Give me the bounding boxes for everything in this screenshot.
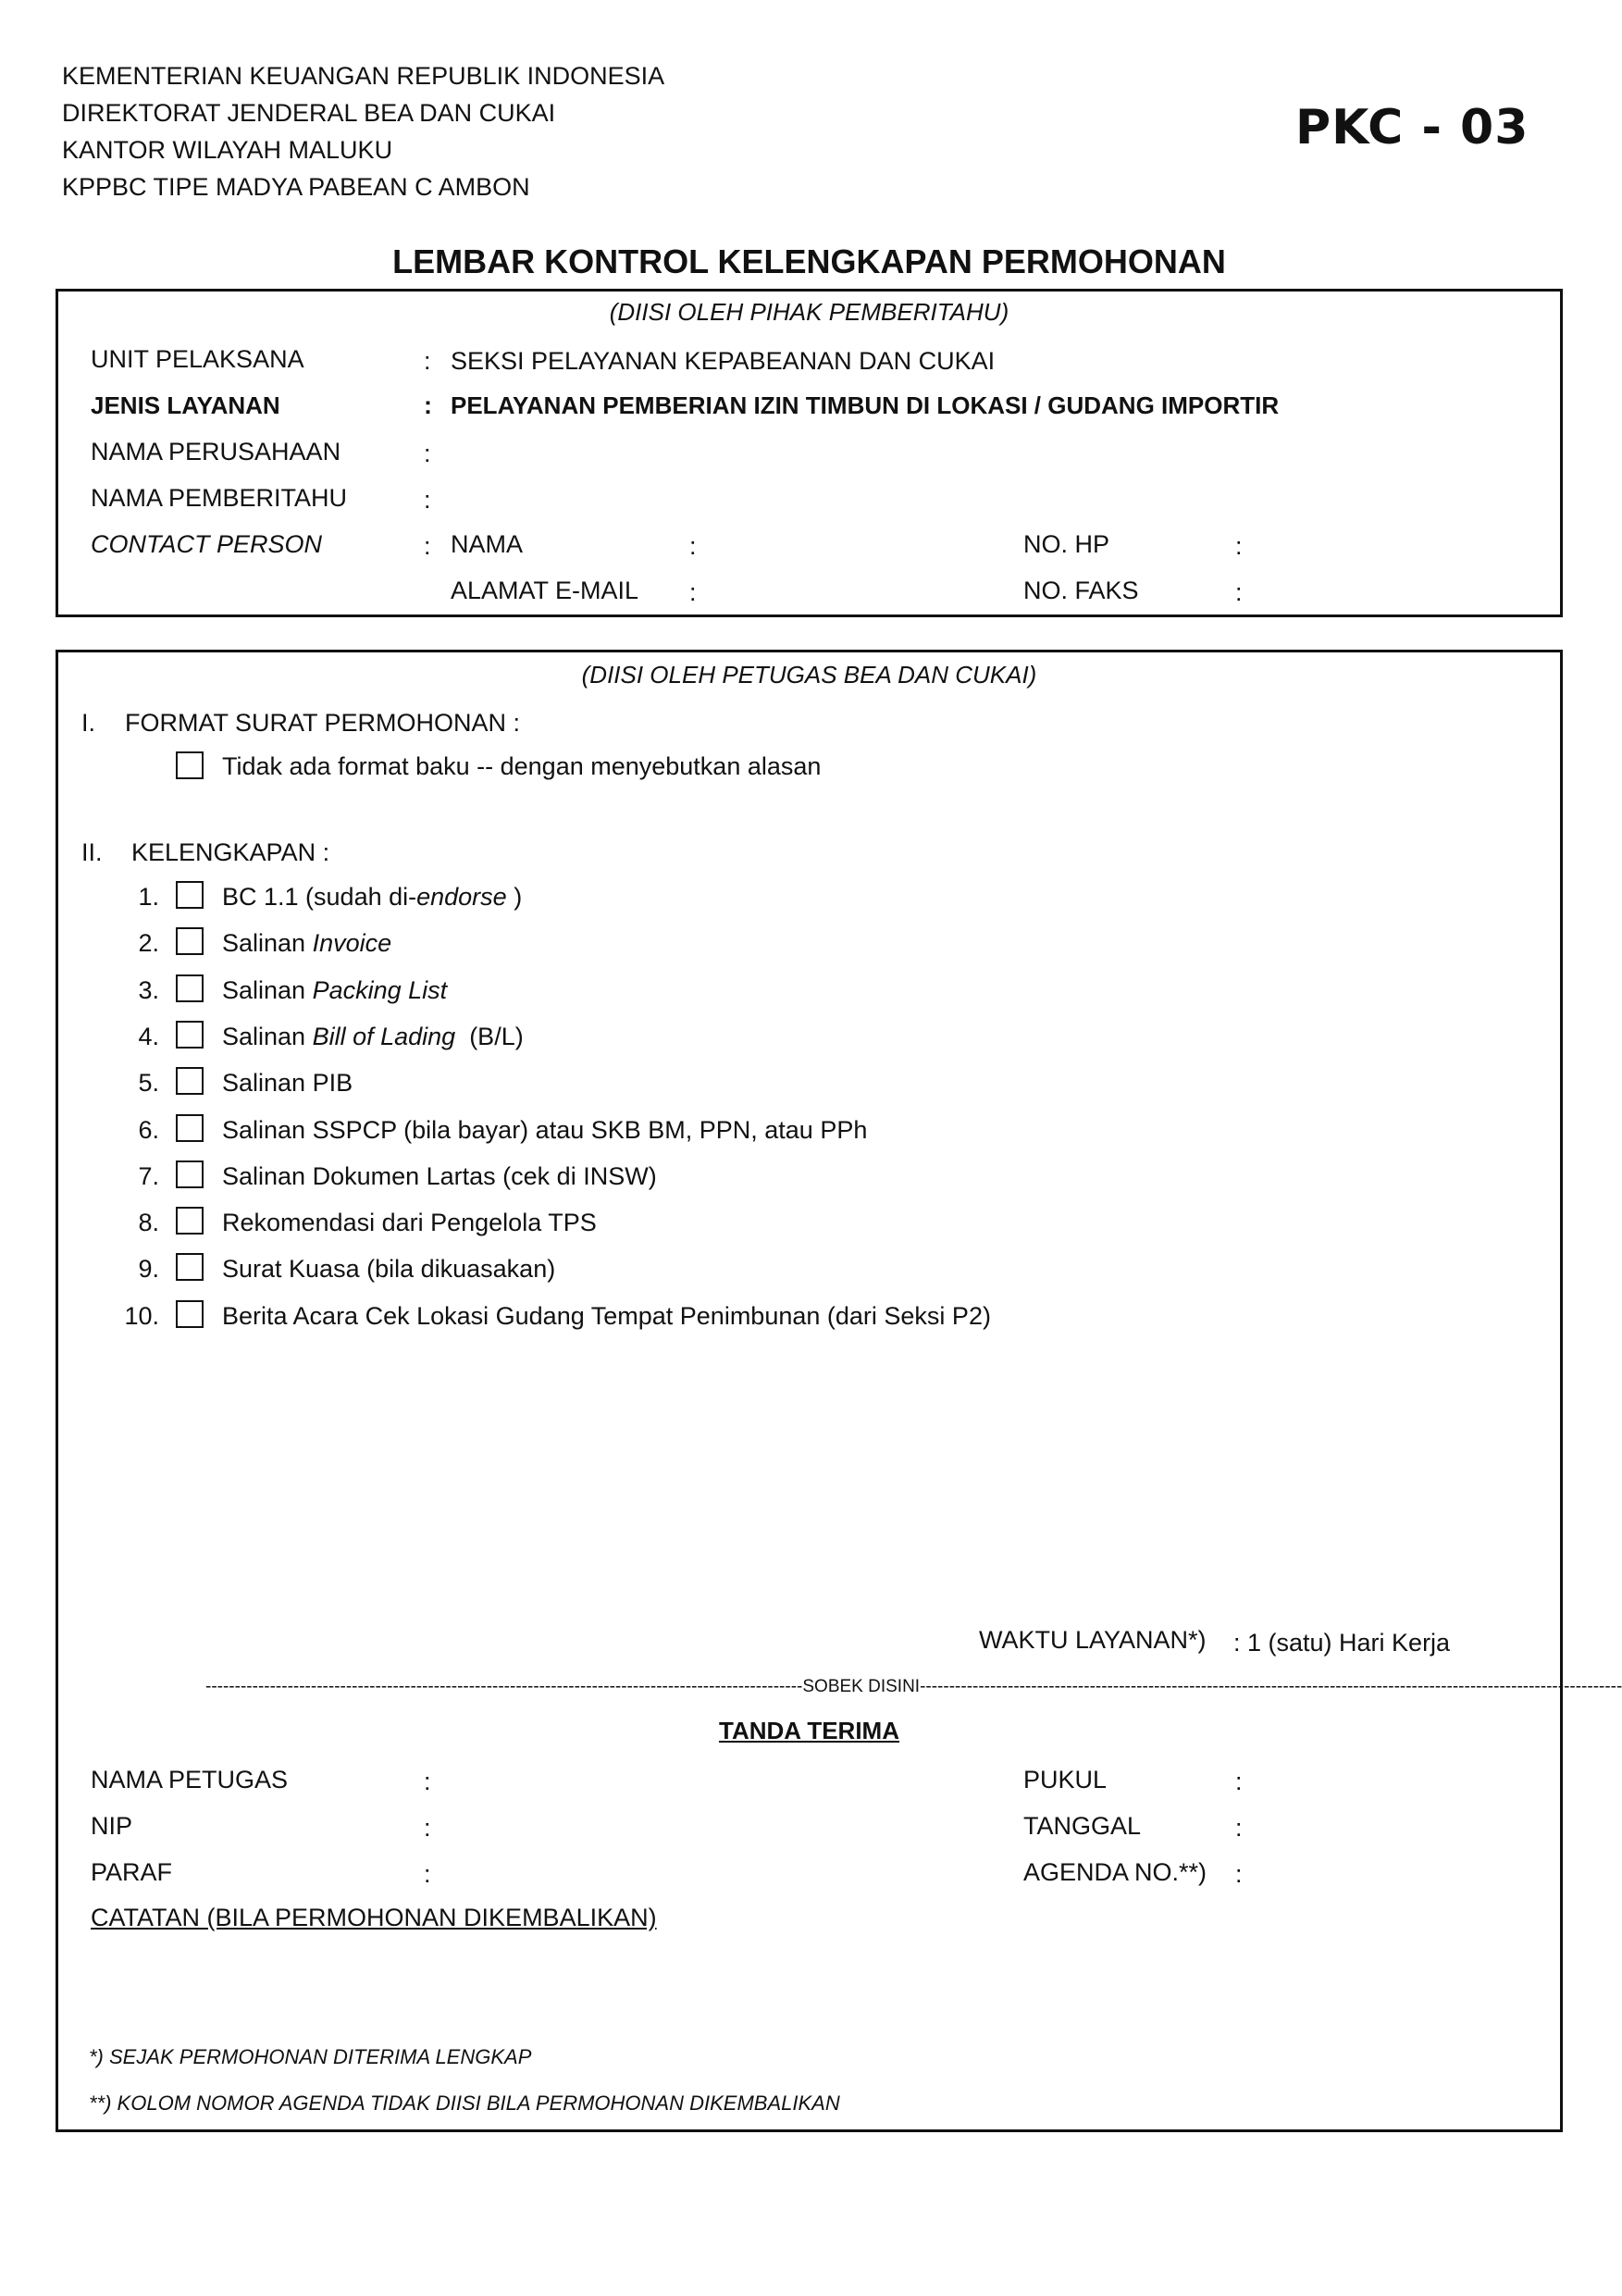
format-option-label: Tidak ada format baku -- dengan menyebutkan alasan	[222, 752, 822, 780]
colon: :	[689, 532, 697, 560]
pukul-label: PUKUL	[1023, 1766, 1108, 1793]
colon: :	[1235, 1768, 1243, 1795]
jenis-label: JENIS LAYANAN	[91, 391, 280, 419]
checklist-item-label	[222, 929, 391, 958]
checklist-item-label	[222, 1255, 555, 1284]
colon: :	[1235, 578, 1243, 606]
checklist-item-checkbox[interactable]	[176, 974, 204, 1002]
checklist-item-text: Salinan	[222, 976, 313, 1004]
checklist-item-number: 4.	[138, 1023, 159, 1050]
part1-title: FORMAT SURAT PERMOHONAN :	[125, 709, 521, 737]
checklist-item-checkbox[interactable]	[176, 881, 204, 909]
checklist-item-checkbox[interactable]	[176, 1300, 204, 1328]
checklist-item-label	[222, 1302, 991, 1331]
checklist-item-number: 10.	[124, 1302, 159, 1330]
waktu-label: WAKTU LAYANAN*)	[979, 1626, 1207, 1654]
email-label: ALAMAT E-MAIL	[451, 577, 639, 604]
tanggal-label: TANGGAL	[1023, 1812, 1142, 1840]
agency-line-4: KPPBC TIPE MADYA PABEAN C AMBON	[62, 173, 530, 201]
colon: :	[424, 440, 431, 467]
checklist-item-checkbox[interactable]	[176, 1207, 204, 1235]
checklist-item-suffix: )	[506, 883, 523, 911]
part2-title: KELENGKAPAN :	[131, 838, 330, 866]
checklist-item-italic-text: Packing List	[312, 976, 448, 1004]
colon: :	[424, 1814, 431, 1842]
tear-dashes-right: ------------------------------------------------------------------------------------------------------------------------	[920, 1677, 1622, 1696]
footnote-1: *) SEJAK PERMOHONAN DITERIMA LENGKAP	[89, 2045, 532, 2068]
checklist-item-number: 3.	[138, 976, 159, 1004]
officer-section-subtitle: (DIISI OLEH PETUGAS BEA DAN CUKAI)	[581, 661, 1037, 689]
checklist-item-label	[222, 1162, 657, 1191]
checklist-item-number: 7.	[138, 1162, 159, 1190]
contact-label: CONTACT PERSON	[91, 530, 323, 558]
jenis-value: PELAYANAN PEMBERIAN IZIN TIMBUN DI LOKASI / GUDANG IMPORTIR	[451, 391, 1280, 419]
petugas-label: NAMA PETUGAS	[91, 1766, 289, 1793]
checklist-item-text: Salinan	[222, 929, 313, 957]
checklist-item-text: Salinan SSPCP (bila bayar) atau SKB BM, PPN, atau PPh	[222, 1116, 868, 1144]
checklist-item-text: Salinan Dokumen Lartas (cek di INSW)	[222, 1162, 657, 1190]
colon: :	[424, 532, 431, 560]
tear-dashes-left: ------------------------------------------------------------------------------------------------------	[205, 1677, 803, 1696]
checklist-item-checkbox[interactable]	[176, 1114, 204, 1142]
checklist-item-checkbox[interactable]	[176, 1253, 204, 1281]
checklist-item-text: Salinan PIB	[222, 1069, 353, 1097]
checklist-item-number: 2.	[138, 929, 159, 957]
colon: :	[1235, 1814, 1243, 1842]
checklist-item-text: Berita Acara Cek Lokasi Gudang Tempat Penimbunan (dari Seksi P2)	[222, 1302, 991, 1330]
colon: :	[689, 578, 697, 606]
nama-label: NAMA	[451, 530, 524, 558]
checklist-item-checkbox[interactable]	[176, 1160, 204, 1188]
faks-label: NO. FAKS	[1023, 577, 1139, 604]
checklist-item-number: 8.	[138, 1209, 159, 1236]
agency-line-1: KEMENTERIAN KEUANGAN REPUBLIK INDONESIA	[62, 62, 665, 90]
page-title: LEMBAR KONTROL KELENGKAPAN PERMOHONAN	[392, 242, 1226, 280]
checklist-item-checkbox[interactable]	[176, 1021, 204, 1049]
checklist-item-label	[222, 1023, 524, 1051]
colon: :	[424, 391, 432, 419]
paraf-label: PARAF	[91, 1858, 173, 1886]
waktu-value: : 1 (satu) Hari Kerja	[1233, 1629, 1451, 1657]
checklist-item-italic-text: Bill of Lading	[312, 1023, 456, 1050]
colon: :	[1235, 1860, 1243, 1888]
checklist-item-italic-text: Invoice	[312, 929, 392, 957]
checklist-item-checkbox[interactable]	[176, 927, 204, 955]
form-code: PKC - 03	[1295, 100, 1529, 155]
colon: :	[424, 1768, 431, 1795]
checklist-item-checkbox[interactable]	[176, 1067, 204, 1095]
checklist-item-label	[222, 1069, 353, 1098]
colon: :	[1235, 532, 1243, 560]
checklist-item-italic-text: endorse	[416, 883, 507, 911]
checklist-item-text: Rekomendasi dari Pengelola TPS	[222, 1209, 597, 1236]
checklist-item-number: 1.	[138, 883, 159, 911]
tear-label: SOBEK DISINI	[802, 1677, 921, 1696]
agency-header	[62, 57, 664, 205]
checklist-item-label	[222, 1116, 867, 1145]
checklist-item-text: Salinan	[222, 1023, 313, 1050]
colon: :	[424, 347, 431, 375]
tear-line	[205, 1677, 1622, 1701]
tanda-terima-heading: TANDA TERIMA	[719, 1717, 899, 1744]
checklist-item-number: 6.	[138, 1116, 159, 1144]
checklist-item-label	[222, 883, 522, 912]
part1-number: I.	[81, 709, 96, 737]
part2-number: II.	[81, 838, 103, 866]
checklist-item-text: BC 1.1 (sudah di-	[222, 883, 417, 911]
unit-value: SEKSI PELAYANAN KEPABEANAN DAN CUKAI	[451, 347, 996, 375]
checklist-item-text: Surat Kuasa (bila dikuasakan)	[222, 1255, 556, 1283]
applicant-section-subtitle: (DIISI OLEH PIHAK PEMBERITAHU)	[609, 298, 1009, 326]
footnote-2: **) KOLOM NOMOR AGENDA TIDAK DIISI BILA PERMOHONAN DIKEMBALIKAN	[89, 2091, 840, 2115]
checklist-item-number: 9.	[138, 1255, 159, 1283]
perusahaan-label: NAMA PERUSAHAAN	[91, 438, 341, 465]
catatan-heading: CATATAN (BILA PERMOHONAN DIKEMBALIKAN)	[91, 1904, 657, 1931]
agenda-label: AGENDA NO.**)	[1023, 1858, 1207, 1886]
hp-label: NO. HP	[1023, 530, 1110, 558]
checklist-item-label	[222, 1209, 597, 1237]
checklist-item-number: 5.	[138, 1069, 159, 1097]
colon: :	[424, 1860, 431, 1888]
checklist-item-suffix: (B/L)	[455, 1023, 524, 1050]
agency-line-3: KANTOR WILAYAH MALUKU	[62, 136, 393, 164]
format-checkbox[interactable]	[176, 751, 204, 779]
nip-label: NIP	[91, 1812, 133, 1840]
unit-label: UNIT PELAKSANA	[91, 345, 304, 373]
agency-line-2: DIREKTORAT JENDERAL BEA DAN CUKAI	[62, 99, 556, 127]
colon: :	[424, 486, 431, 514]
pemberitahu-label: NAMA PEMBERITAHU	[91, 484, 348, 512]
checklist-item-label	[222, 976, 447, 1005]
